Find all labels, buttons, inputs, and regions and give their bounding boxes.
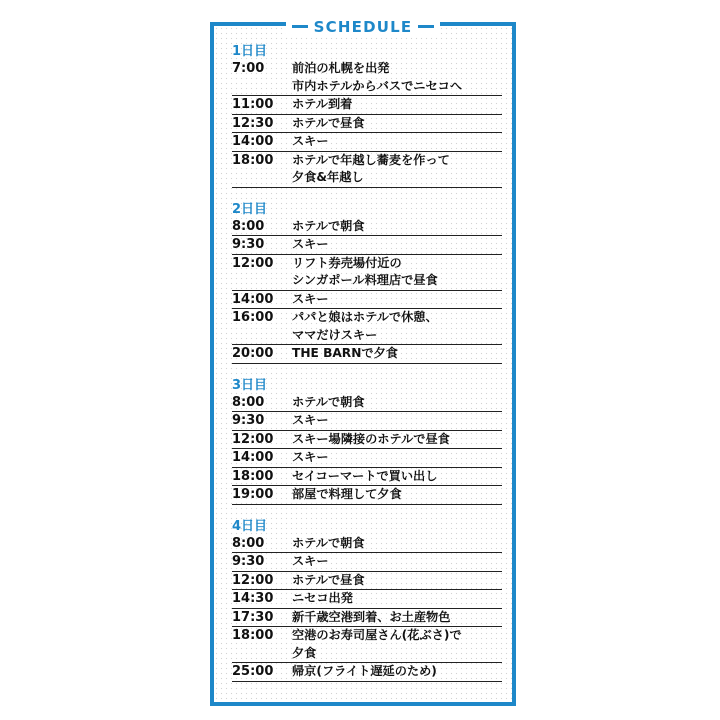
activity-line: スキー (292, 413, 329, 427)
schedule-entry (232, 590, 502, 609)
schedule-title: SCHEDULE (313, 17, 413, 36)
activity-line: 市内ホテルからバスでニセコへ (292, 78, 463, 93)
schedule-entry (232, 412, 502, 431)
day-label: 1日目 (232, 44, 268, 59)
entry-time: 8:00 (232, 218, 265, 234)
entry-time: 16:00 (232, 310, 274, 325)
entry-activity (292, 96, 502, 114)
entry-time: 19:00 (232, 487, 274, 502)
entry-time: 9:30 (232, 237, 265, 252)
activity-line: ホテルで朝食 (292, 394, 365, 409)
activity-line: スキー (292, 554, 329, 568)
entry-activity (292, 152, 502, 187)
schedule-entry (232, 96, 502, 115)
entry-time: 14:00 (232, 291, 274, 307)
schedule-entry (232, 572, 502, 591)
schedule-entry (232, 609, 502, 628)
entry-activity (292, 468, 502, 486)
entry-activity (292, 394, 502, 412)
entry-activity (292, 627, 502, 662)
schedule-entry (232, 486, 502, 505)
title-area (214, 13, 512, 37)
entry-activity (292, 115, 502, 133)
entry-time: 17:30 (232, 609, 274, 625)
schedule-entry (232, 255, 502, 291)
activity-line: ホテル到着 (292, 97, 353, 111)
activity-line: ホテルで朝食 (292, 218, 365, 233)
entry-time: 12:00 (232, 255, 274, 271)
entry-activity (292, 291, 502, 309)
entry-time: 14:00 (232, 134, 274, 149)
entry-time: 12:30 (232, 115, 274, 131)
entry-activity (292, 236, 502, 254)
activity-line: ママだけスキー (292, 327, 378, 342)
activity-line: ホテルで昼食 (292, 572, 365, 587)
activity-line: 空港のお寿司屋さん(花ぶさ)で (292, 628, 462, 642)
entry-time: 18:00 (232, 468, 274, 484)
title-bar-right (418, 25, 434, 28)
activity-line: 夕食&年越し (292, 170, 364, 184)
schedule-entry (232, 431, 502, 450)
activity-line: ニセコ出発 (292, 591, 353, 605)
entry-activity (292, 535, 502, 553)
entry-activity (292, 60, 502, 95)
schedule-entry (232, 218, 502, 237)
activity-line: スキー (292, 237, 329, 251)
schedule-entry (232, 468, 502, 487)
schedule-entry (232, 394, 502, 413)
activity-line: スキー場隣接のホテルで昼食 (292, 431, 450, 446)
schedule-entry (232, 60, 502, 96)
entry-activity (292, 412, 502, 430)
entry-time: 18:00 (232, 628, 274, 643)
entry-activity (292, 609, 502, 627)
entry-activity (292, 449, 502, 467)
activity-line: スキー (292, 291, 329, 306)
activity-line: パパと娘はホテルで休憩、 (292, 310, 438, 324)
activity-line: ホテルで朝食 (292, 535, 365, 550)
entry-time: 9:30 (232, 413, 265, 428)
entry-time: 20:00 (232, 346, 274, 361)
activity-line: スキー (292, 450, 329, 464)
day-label: 3日目 (232, 377, 268, 393)
schedule-entry (232, 152, 502, 188)
entry-time: 8:00 (232, 535, 265, 551)
schedule-entry (232, 309, 502, 345)
activity-line: ホテルで昼食 (292, 115, 365, 130)
activity-line: 部屋で料理して夕食 (292, 487, 402, 501)
schedule-entry (232, 345, 502, 364)
activity-line: リフト券売場付近の (292, 255, 402, 270)
activity-line: 夕食 (292, 645, 317, 660)
entry-time: 14:30 (232, 591, 274, 606)
entry-activity (292, 572, 502, 590)
entry-time: 11:00 (232, 97, 274, 112)
entry-activity (292, 486, 502, 504)
activity-line: シンガポール料理店で昼食 (292, 273, 438, 287)
title-box (286, 17, 441, 37)
activity-line: ホテルで年越し蕎麦を作って (292, 152, 450, 167)
activity-line: セイコーマートで買い出し (292, 468, 438, 483)
schedule-entry (232, 291, 502, 310)
activity-line: 新千歳空港到着、お土産物色 (292, 609, 451, 624)
activity-line: 帰京(フライト遅延のため) (292, 664, 437, 678)
schedule-entry (232, 553, 502, 572)
entry-activity (292, 218, 502, 236)
entry-time: 8:00 (232, 394, 265, 410)
entry-time: 14:00 (232, 450, 274, 465)
entry-activity (292, 590, 502, 608)
entry-activity (292, 255, 502, 290)
schedule-card (210, 17, 516, 706)
title-bar-left (292, 25, 308, 28)
entry-activity (292, 133, 502, 151)
activity-line: 前泊の札幌を出発 (292, 61, 390, 75)
schedule-entry (232, 115, 502, 134)
entry-time: 18:00 (232, 152, 274, 168)
day-label: 4日目 (232, 518, 268, 534)
schedule-content (232, 44, 502, 682)
schedule-entry (232, 133, 502, 152)
schedule-entry (232, 449, 502, 468)
entry-time: 7:00 (232, 61, 265, 76)
entry-activity (292, 345, 502, 363)
entry-time: 25:00 (232, 664, 274, 679)
entry-activity (292, 553, 502, 571)
schedule-entry (232, 236, 502, 255)
entry-activity (292, 663, 502, 681)
entry-activity (292, 431, 502, 449)
schedule-entry (232, 663, 502, 682)
entry-activity (292, 309, 502, 344)
entry-time: 12:00 (232, 572, 274, 588)
entry-time: 9:30 (232, 554, 265, 569)
entry-time: 12:00 (232, 431, 274, 447)
activity-line: THE BARNで夕食 (292, 346, 398, 360)
schedule-entry (232, 535, 502, 554)
day-label: 2日目 (232, 201, 268, 217)
schedule-entry (232, 627, 502, 663)
activity-line: スキー (292, 134, 329, 148)
